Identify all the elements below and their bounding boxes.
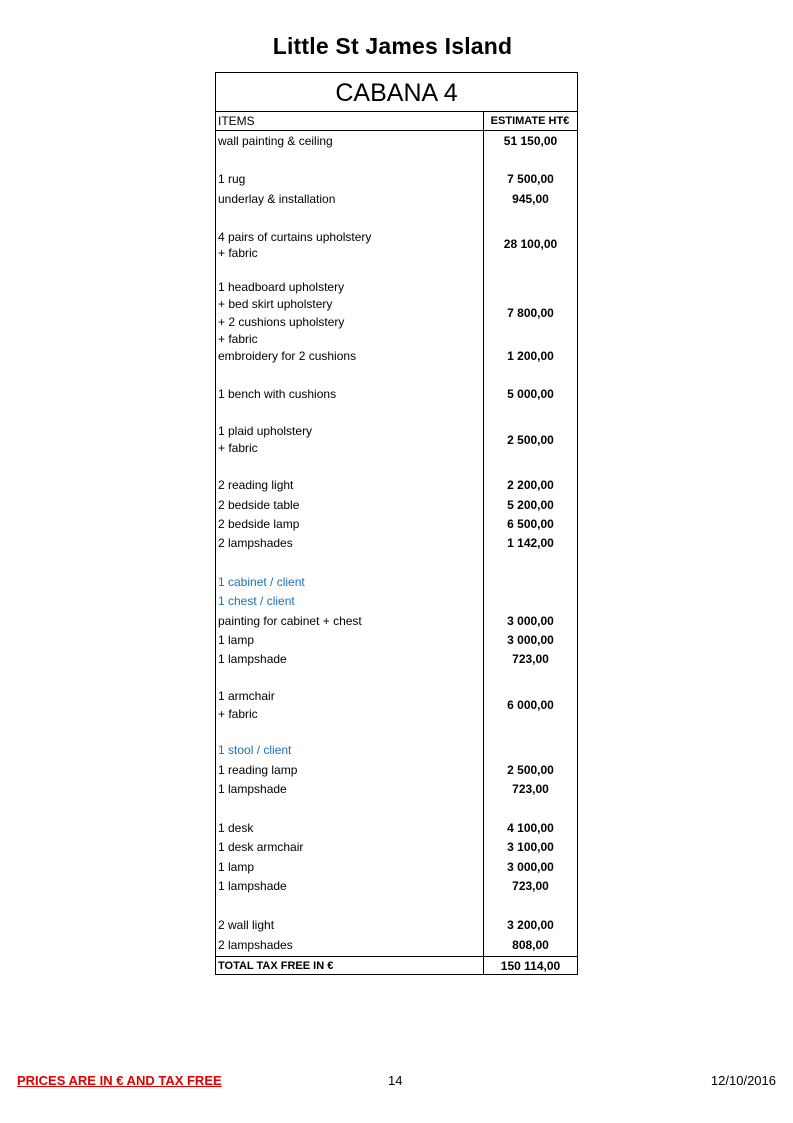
item-label: 1 lampshade [218, 879, 287, 893]
item-estimate: 4 100,00 [507, 821, 554, 835]
item-label: 1 reading lamp [218, 763, 298, 777]
item-label: 2 bedside lamp [218, 517, 300, 531]
item-label: 1 headboard upholstery [218, 280, 345, 294]
item-estimate: 3 000,00 [507, 633, 554, 647]
item-estimate: 7 500,00 [507, 172, 554, 186]
item-label: 2 lampshades [218, 938, 293, 952]
estimate-table [215, 72, 578, 975]
item-estimate: 6 500,00 [507, 517, 554, 531]
item-label: 1 desk armchair [218, 840, 304, 854]
item-label: 1 lampshade [218, 782, 287, 796]
item-estimate: 1 142,00 [507, 536, 554, 550]
client-item-label: 1 chest / client [218, 594, 295, 608]
item-estimate: 723,00 [512, 652, 549, 666]
total-divider [216, 956, 577, 957]
item-label: + bed skirt upholstery [218, 297, 333, 311]
item-estimate: 3 000,00 [507, 614, 554, 628]
item-estimate: 1 200,00 [507, 349, 554, 363]
item-estimate: 6 000,00 [507, 698, 554, 712]
item-estimate: 3 200,00 [507, 918, 554, 932]
estimate-column-header: ESTIMATE HT€ [483, 111, 577, 131]
item-label: 4 pairs of curtains upholstery [218, 230, 372, 244]
item-label: + fabric [218, 332, 258, 346]
item-estimate: 808,00 [512, 938, 549, 952]
item-label: 1 lampshade [218, 652, 287, 666]
item-estimate: 2 500,00 [507, 763, 554, 777]
total-value: 150 114,00 [500, 959, 561, 973]
item-label: 2 wall light [218, 918, 275, 932]
item-label: 2 lampshades [218, 536, 293, 550]
item-estimate: 723,00 [512, 782, 549, 796]
item-label: 2 reading light [218, 478, 294, 492]
item-label: wall painting & ceiling [218, 134, 333, 148]
item-estimate: 7 800,00 [507, 306, 554, 320]
item-label: 2 bedside table [218, 498, 300, 512]
item-label: 1 lamp [218, 860, 255, 874]
client-item-label: 1 cabinet / client [218, 575, 305, 589]
item-label: 1 bench with cushions [218, 387, 337, 401]
document-date: 12/10/2016 [710, 1073, 776, 1088]
item-label: 1 armchair [218, 689, 275, 703]
item-estimate: 2 500,00 [507, 433, 554, 447]
items-column-header: ITEMS [216, 111, 483, 131]
item-label: painting for cabinet + chest [218, 614, 362, 628]
item-estimate: 5 200,00 [507, 498, 554, 512]
item-label: 1 lamp [218, 633, 255, 647]
item-label: 1 plaid upholstery [218, 424, 313, 438]
total-label: TOTAL TAX FREE IN € [218, 960, 334, 972]
item-label: + fabric [218, 707, 258, 721]
item-estimate: 945,00 [512, 192, 549, 206]
item-label: embroidery for 2 cushions [218, 349, 357, 363]
item-label: + fabric [218, 441, 258, 455]
item-estimate: 51 150,00 [503, 134, 558, 148]
item-estimate: 723,00 [512, 879, 549, 893]
item-label: 1 desk [218, 821, 254, 835]
document-title: Little St James Island [272, 33, 513, 59]
item-estimate: 28 100,00 [503, 237, 558, 251]
item-label: + 2 cushions upholstery [218, 315, 345, 329]
item-label: 1 rug [218, 172, 246, 186]
item-estimate: 3 000,00 [507, 860, 554, 874]
item-label: + fabric [218, 246, 258, 260]
item-estimate: 2 200,00 [507, 478, 554, 492]
prices-note: PRICES ARE IN € AND TAX FREE [17, 1073, 222, 1088]
page-number: 14 [388, 1073, 403, 1088]
client-item-label: 1 stool / client [218, 743, 292, 757]
item-estimate: 5 000,00 [507, 387, 554, 401]
section-title: CABANA 4 [216, 73, 577, 112]
item-label: underlay & installation [218, 192, 336, 206]
item-estimate: 3 100,00 [507, 840, 554, 854]
